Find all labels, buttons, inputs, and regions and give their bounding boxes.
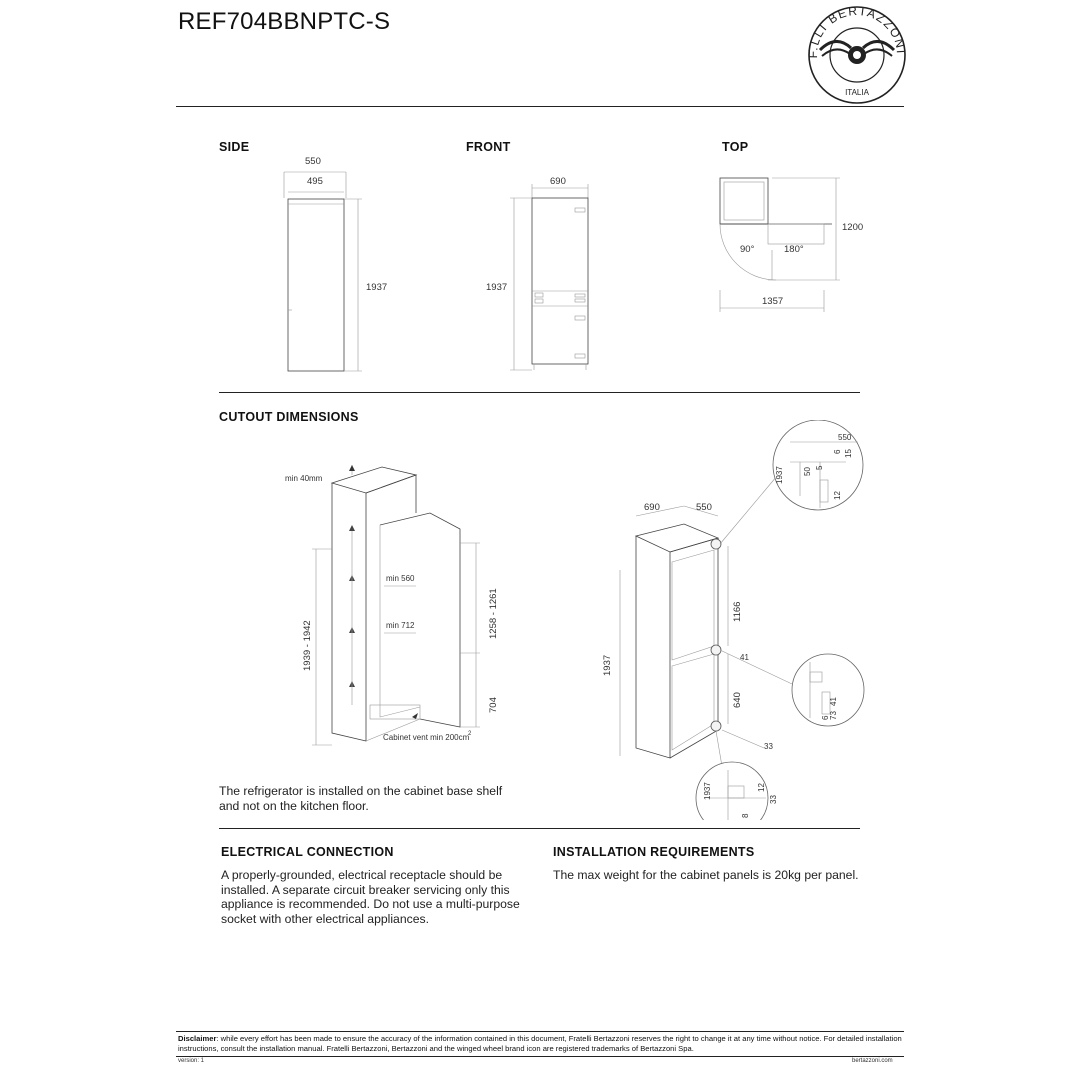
detail-top-d: 1937 xyxy=(775,466,784,484)
side-view-label: SIDE xyxy=(219,140,250,154)
side-depth-outer: 550 xyxy=(305,156,321,167)
install-bottom: 33 xyxy=(764,742,773,751)
cutout-vent: Cabinet vent min 200cm xyxy=(383,733,470,742)
detail-mid-c: 73 xyxy=(829,711,838,720)
cutout-min-560: min 560 xyxy=(386,574,415,583)
detail-top-f: 5 xyxy=(815,465,824,470)
front-view-drawing xyxy=(480,170,610,380)
detail-top-b: 6 xyxy=(833,449,842,454)
top-angle-90: 90° xyxy=(740,244,755,255)
cutout-vent-sup: 2 xyxy=(468,731,472,737)
install-gap: 41 xyxy=(740,653,749,662)
website-label: bertazzoni.com xyxy=(852,1058,893,1064)
cutout-min-712: min 712 xyxy=(386,621,415,630)
brand-logo xyxy=(806,4,908,106)
disclaimer-text: : while every effort has been made to ensure the accuracy of the information contained in this document, Fratelli Bertazzoni reserves the right to change it at any time without notice. For detailed installation instructions, consult the installation manual. Fratelli Bertazzoni, Bertazzoni and the winged wheel brand icon are registered trademarks of Bertazzoni Spa. xyxy=(178,1034,902,1053)
version-label: version: 1 xyxy=(178,1058,205,1064)
detail-bot-a: 1937 xyxy=(703,782,712,800)
header-divider xyxy=(176,106,904,107)
install-depth: 550 xyxy=(696,502,712,513)
side-depth-inner: 495 xyxy=(307,176,323,187)
detail-bot-b: 12 xyxy=(757,783,766,792)
footer-divider xyxy=(176,1031,904,1032)
views-divider xyxy=(219,392,860,393)
detail-top-a: 550 xyxy=(838,433,852,442)
install-upper-door: 1166 xyxy=(732,601,743,622)
cutout-lower: 704 xyxy=(488,697,499,713)
side-view-drawing xyxy=(270,150,390,380)
top-view-label: TOP xyxy=(722,140,749,154)
install-width: 690 xyxy=(644,502,660,513)
detail-top-c: 15 xyxy=(844,449,853,458)
installation-heading: INSTALLATION REQUIREMENTS xyxy=(553,845,755,859)
electrical-heading: ELECTRICAL CONNECTION xyxy=(221,845,394,859)
disclaimer xyxy=(178,1034,904,1053)
detail-top-g: 12 xyxy=(833,491,842,500)
top-width: 1357 xyxy=(762,296,784,307)
cutout-upper-range: 1258 - 1261 xyxy=(488,588,499,639)
footer-bottom-rule xyxy=(176,1056,904,1057)
detail-top-e: 50 xyxy=(803,467,812,476)
front-width: 690 xyxy=(550,176,566,187)
svg-text:F.LLI BERTAZZONI: F.LLI BERTAZZONI xyxy=(806,4,908,59)
top-depth: 1200 xyxy=(842,222,864,233)
install-lower-door: 640 xyxy=(732,692,743,708)
cutout-divider xyxy=(219,828,860,829)
installation-text: The max weight for the cabinet panels is 20kg per panel. xyxy=(553,868,859,882)
cutout-min-top: min 40mm xyxy=(285,474,323,483)
electrical-text: A properly-grounded, electrical receptacle should be installed. A separate circuit breaker servicing only this appliance is recommended. Do not use a multi-purpose socket with other electrical appliances. xyxy=(221,868,520,926)
cutout-height-range: 1939 - 1942 xyxy=(302,620,313,671)
detail-mid-b: 6 xyxy=(821,715,830,720)
cutout-cabinet-drawing xyxy=(280,455,520,755)
top-view-drawing xyxy=(712,170,872,320)
install-height: 1937 xyxy=(602,654,613,676)
install-drawing xyxy=(596,420,868,820)
detail-bot-d: 8 xyxy=(741,813,750,818)
detail-bot-c: 33 xyxy=(769,795,778,804)
document-title: REF704BBNPTC-S xyxy=(178,8,391,35)
cutout-note: The refrigerator is installed on the cabinet base shelf and not on the kitchen floor. xyxy=(219,784,503,813)
side-height: 1937 xyxy=(366,282,388,293)
svg-text:ITALIA: ITALIA xyxy=(845,88,869,97)
front-view-label: FRONT xyxy=(466,140,511,154)
front-height: 1937 xyxy=(486,282,508,293)
detail-mid-a: 41 xyxy=(829,697,838,706)
top-angle-180: 180° xyxy=(784,244,804,255)
disclaimer-label: Disclaimer xyxy=(178,1034,217,1043)
cutout-heading: CUTOUT DIMENSIONS xyxy=(219,410,359,424)
